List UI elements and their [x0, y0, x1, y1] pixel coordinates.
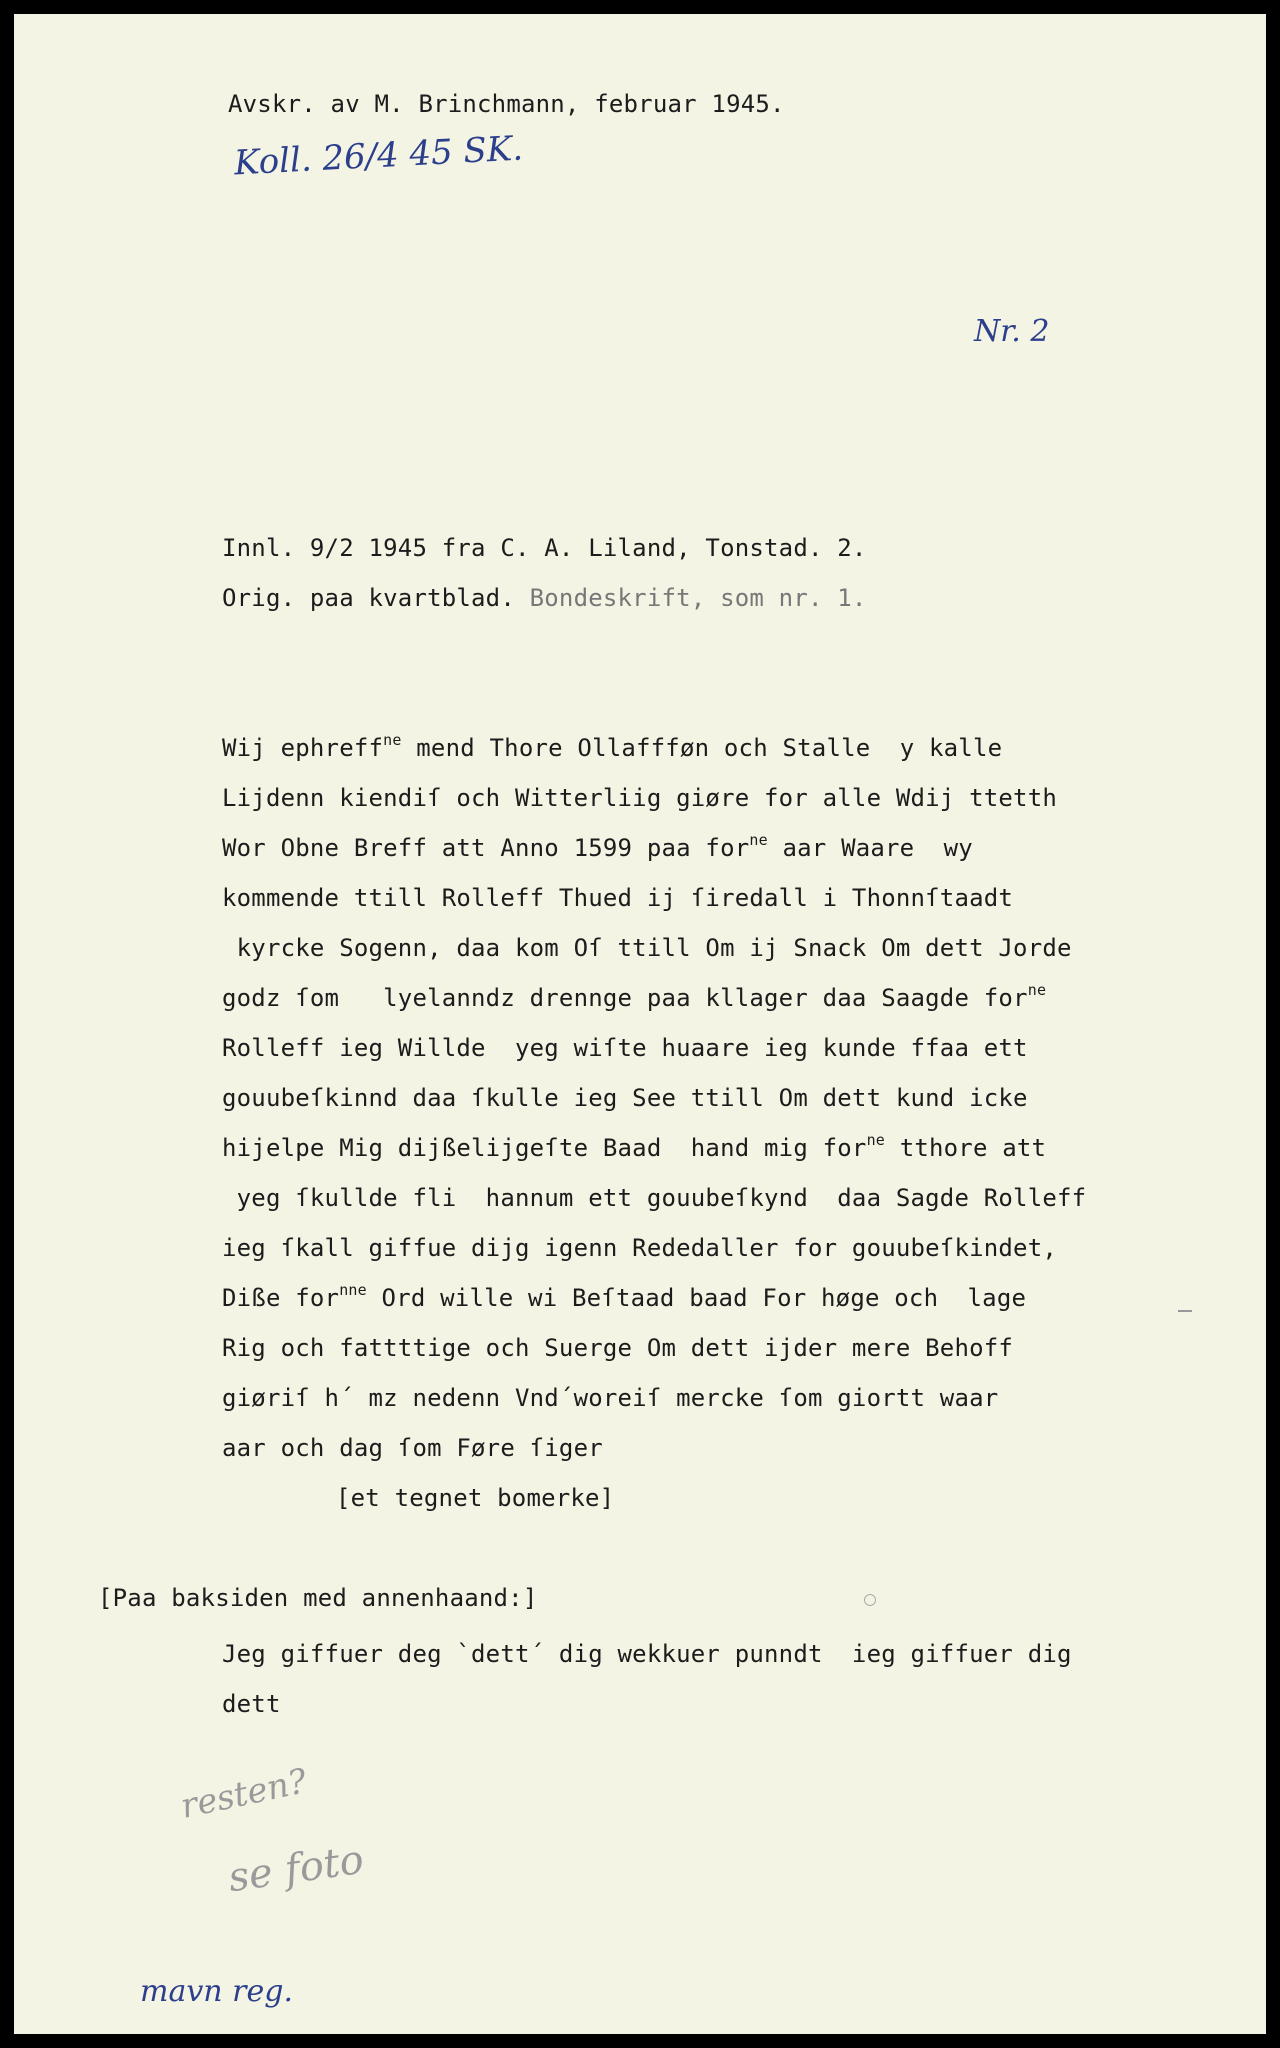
transcription-credit: Avskr. av M. Brinchmann, februar 1945.: [228, 90, 785, 118]
letter-line-5: kyrcke Sogenn, daa kom Oſ ttill Om ij Snack Om dett Jorde: [222, 934, 1072, 962]
reverse-line-1: Jeg giffuer deg `dett´ dig wekkuer punndt ieg giffuer dig: [222, 1640, 1072, 1668]
letter-line-11: ieg ſkall giffue dijg igenn Rededaller for gouubeſkindet,: [222, 1234, 1058, 1262]
handwritten-check-note: Koll. 26/4 45 SK.: [233, 128, 524, 184]
document-page: [14, 14, 1266, 2034]
text-run: Wor Obne Breff att Anno 1599 paa for: [222, 834, 750, 862]
letter-line-15: aar och dag ſom Føre ſiger: [222, 1434, 603, 1462]
stray-mark: [1178, 1310, 1192, 1312]
letter-line-9: [222, 1131, 1047, 1162]
received-line: Innl. 9/2 1945 fra C. A. Liland, Tonstad. 2.: [222, 534, 867, 562]
letter-line-2: Lijdenn kiendiſ och Witterliig giøre for alle Wdij ttetth: [222, 784, 1058, 812]
reverse-line-2: dett: [222, 1690, 281, 1718]
letter-line-6: [222, 981, 1047, 1012]
text-run: aar Waare wy: [767, 834, 973, 862]
superscript: ne: [749, 831, 768, 849]
letter-line-12: [222, 1281, 1027, 1312]
letter-line-8: gouubeſkinnd daa ſkulle ieg See ttill Om dett kund icke: [222, 1084, 1028, 1112]
superscript: ne: [1027, 981, 1047, 999]
letter-line-13: Rig och fattttige och Suerge Om dett ijder mere Behoff: [222, 1334, 1014, 1362]
house-mark-note: [et tegnet bomerke]: [336, 1484, 615, 1512]
superscript: nne: [339, 1281, 367, 1299]
text-run: Ord wille wi Beſtaad baad For høge och lage: [366, 1284, 1027, 1312]
text-run: hijelpe Mig dijßelijgeſte Baad hand mig for: [222, 1134, 867, 1162]
text-run: mend Thore Ollaffføn och Stalle y kalle: [401, 734, 1003, 762]
letter-line-1: [222, 731, 1003, 762]
letter-line-7: Rolleff ieg Willde yeg wiſte huaare ieg kunde ffaa ett: [222, 1034, 1028, 1062]
rest-question-note: resten?: [177, 1761, 311, 1827]
text-run: tthore att: [885, 1134, 1047, 1162]
see-photo-note: se foto: [225, 1836, 367, 1902]
original-description: [222, 584, 867, 612]
reverse-heading: [Paa baksiden med annenhaand:]: [98, 1584, 538, 1612]
letter-line-3: [222, 831, 973, 862]
letter-line-4: kommende ttill Rolleff Thued ij ſiredall i Thonnſtaadt: [222, 884, 1014, 912]
letter-line-10: yeg ſkullde fli hannum ett gouubeſkynd daa Sagde Rolleff: [222, 1184, 1087, 1212]
letter-line-14: giøriſ h´ mz nedenn Vnd´woreiſ mercke ſom giortt waar: [222, 1384, 999, 1412]
text-run: Dißе for: [222, 1284, 340, 1312]
superscript: ne: [383, 731, 402, 749]
text-run: Wij ephreff: [222, 734, 384, 762]
name-register-note: mavn reg.: [140, 1974, 293, 2009]
stray-mark: [864, 1594, 876, 1606]
text-run: godz ſom lyelanndz drennge paa kllager daa Saagde for: [222, 984, 1028, 1012]
original-format: Orig. paa kvartblad.: [222, 584, 515, 612]
superscript: ne: [866, 1131, 886, 1149]
document-number-note: Nr. 2: [974, 314, 1050, 349]
script-type: Bondeskrift, som nr. 1.: [514, 584, 867, 612]
